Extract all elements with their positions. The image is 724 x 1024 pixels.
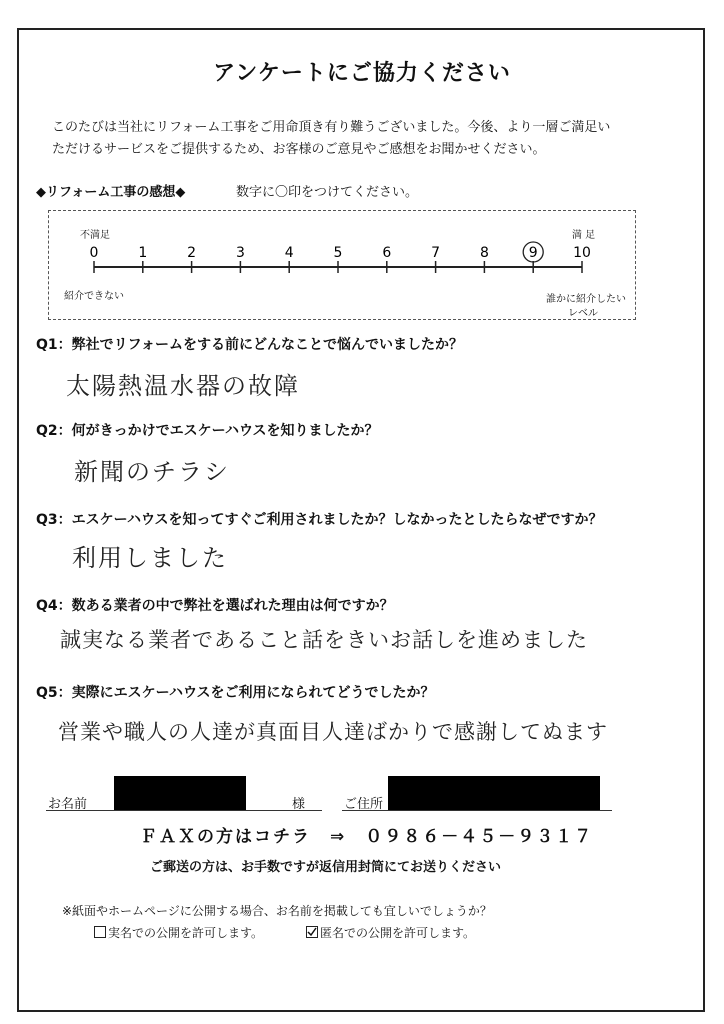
q4-answer: 誠実なる業者であること話をきいお話しを進めました — [60, 628, 588, 652]
scale-number: 4 — [284, 245, 294, 261]
q2-label: Q2：何がきっかけでエスケーハウスを知りましたか？ — [36, 423, 379, 439]
scale-number: 8 — [479, 245, 489, 261]
scale-number: 3 — [235, 245, 245, 261]
q3-label: Q3：エスケーハウスを知ってすぐご利用されましたか？しなかったとしたらなぜですか？ — [36, 512, 603, 528]
fax-number: ＦＡＸの方はコチラ ⇒ ０９８６－４５－９３１７ — [140, 827, 594, 847]
name-redaction — [114, 776, 246, 810]
q2-answer: 新聞のチラシ — [74, 458, 230, 486]
publish-question: ※紙面やホームページに公開する場合、お名前を掲載しても宜しいでしょうか？ — [62, 904, 492, 918]
anonymous-checkbox[interactable] — [306, 926, 318, 938]
option-real-label: 実名での公開を許可します。 — [108, 926, 264, 940]
q3-answer: 利用しました — [72, 544, 228, 572]
q5-label: Q5：実際にエスケーハウスをご利用になられてどうでしたか？ — [36, 685, 435, 701]
intro-line-1: このたびは当社にリフォーム工事をご用命頂き有り難うございました。今後、より一層ご満足い — [52, 120, 611, 135]
address-label: ご住所 — [344, 797, 384, 812]
rating-scale — [80, 238, 600, 280]
option-anon-label: 匿名での公開を許可します。 — [320, 926, 476, 940]
cannot-recommend-label: 紹介できない — [64, 291, 124, 302]
address-underline — [342, 810, 612, 811]
option-real-name[interactable] — [94, 924, 263, 941]
scale-number: 10 — [573, 245, 591, 261]
real-name-checkbox[interactable] — [94, 926, 106, 938]
rating-heading: ◆リフォーム工事の感想◆ — [36, 185, 186, 200]
scale-number: 2 — [187, 245, 197, 261]
level-label: レベル — [568, 308, 598, 319]
name-underline — [46, 810, 322, 811]
scale-number: 6 — [382, 245, 392, 261]
check-mark-icon — [307, 927, 317, 937]
address-redaction — [388, 776, 600, 810]
intro-line-2: ただけるサービスをご提供するため、お客様のご意見やご感想をお聞かせください。 — [52, 142, 546, 157]
scale-number: 9 — [528, 245, 538, 261]
q1-answer: 太陽熱温水器の故障 — [66, 372, 300, 400]
unsatisfied-label: 不満足 — [80, 230, 110, 241]
q5-answer: 営業や職人の人達が真面目人達ばかりで感謝してぬます — [58, 720, 608, 744]
scale-number: 5 — [333, 245, 343, 261]
q4-label: Q4：数ある業者の中で弊社を選ばれた理由は何ですか？ — [36, 598, 394, 614]
q1-label: Q1：弊社でリフォームをする前にどんなことで悩んでいましたか？ — [36, 337, 463, 353]
would-recommend-label: 誰かに紹介したい — [546, 294, 626, 305]
scale-number: 0 — [89, 245, 99, 261]
mail-note: ご郵送の方は、お手数ですが返信用封筒にてお送りください — [150, 860, 502, 875]
form-title: アンケートにご協力ください — [213, 61, 511, 86]
name-label: お名前 — [48, 797, 88, 812]
satisfied-label: 満 足 — [572, 230, 596, 241]
scale-number: 1 — [138, 245, 148, 261]
sama-label: 様 — [292, 797, 306, 812]
option-anonymous[interactable] — [306, 924, 475, 941]
rating-instruction: 数字に〇印をつけてください。 — [236, 185, 419, 200]
scale-number: 7 — [431, 245, 441, 261]
